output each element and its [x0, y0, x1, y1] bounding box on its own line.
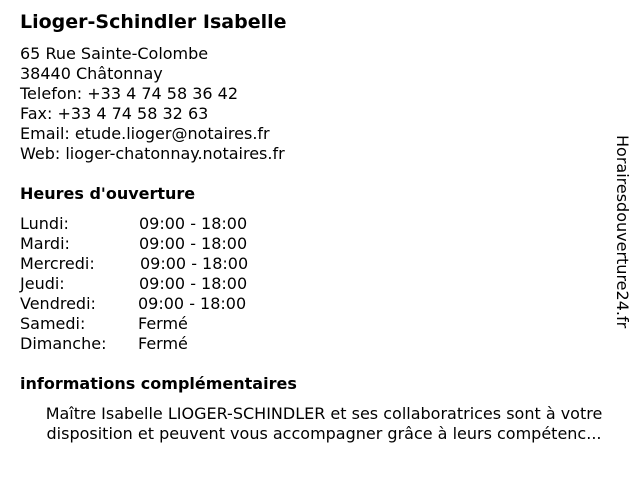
time-value: Fermé: [138, 334, 188, 353]
postal-city: 38440 Châtonnay: [20, 64, 163, 83]
description-line: Maître Isabelle LIOGER-SCHINDLER et ses collaboratrices sont à votre: [45, 404, 603, 423]
opening-hours-heading: Heures d'ouverture: [20, 184, 196, 203]
email-address[interactable]: Email: etude.lioger@notaires.fr: [20, 124, 270, 143]
time-value: 09:00 - 18:00: [139, 234, 248, 253]
website-link[interactable]: Web: lioger-chatonnay.notaires.fr: [20, 144, 285, 163]
day-label: Mercredi:: [20, 254, 95, 273]
day-label: Dimanche:: [20, 334, 107, 353]
description-line: disposition et peuvent vous accompagner grâce à leurs compétenc...: [46, 424, 602, 443]
day-label: Samedi:: [20, 314, 86, 333]
time-value: 09:00 - 18:00: [140, 254, 249, 273]
site-name-vertical: Horairesdouverture24.fr: [613, 135, 632, 329]
contact-details: [20, 44, 285, 164]
day-label: Vendredi:: [20, 294, 96, 313]
time-value: 09:00 - 18:00: [139, 274, 248, 293]
time-value: 09:00 - 18:00: [139, 214, 248, 233]
site-watermark[interactable]: [612, 135, 632, 345]
fax-number: Fax: +33 4 74 58 32 63: [20, 104, 209, 123]
day-label: Mardi:: [20, 234, 70, 253]
additional-info-text: [14, 404, 634, 444]
additional-info-heading: informations complémentaires: [20, 374, 297, 393]
phone-number[interactable]: Telefon: +33 4 74 58 36 42: [20, 84, 239, 103]
time-value: Fermé: [138, 314, 188, 333]
day-label: Jeudi:: [20, 274, 65, 293]
business-name: Lioger-Schindler Isabelle: [20, 11, 287, 33]
street-address: 65 Rue Sainte-Colombe: [20, 44, 209, 63]
day-label: Lundi:: [20, 214, 69, 233]
time-value: 09:00 - 18:00: [138, 294, 247, 313]
